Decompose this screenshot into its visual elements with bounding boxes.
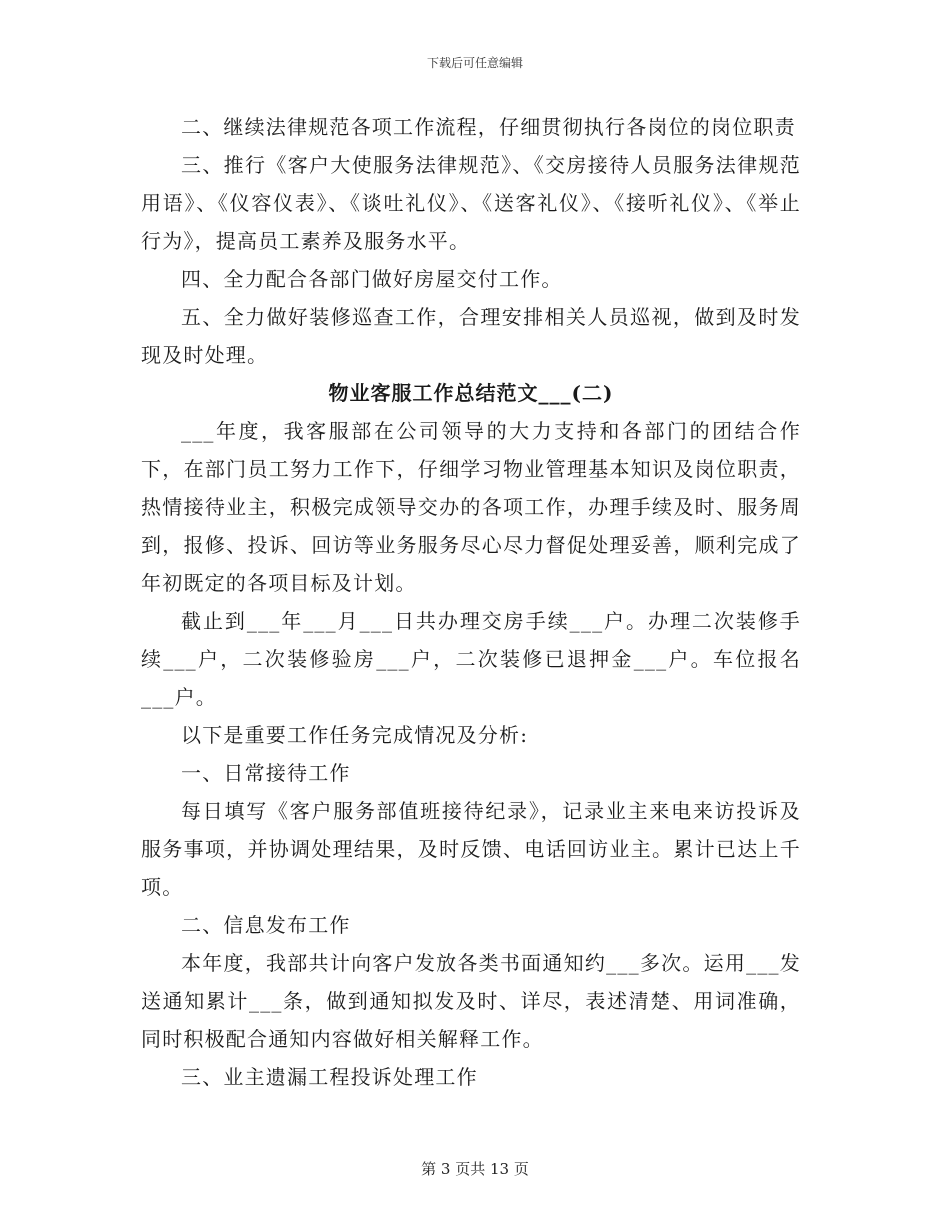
paragraph: 三、推行《客户大使服务法律规范》、《交房接待人员服务法律规范用语》、《仪容仪表》、《谈吐礼仪》、《送客礼仪》、《接听礼仪》、《举止行为》，提高员工素养及服务水平。 <box>141 153 801 253</box>
paragraph: 每日填写《客户服务部值班接待纪录》，记录业主来电来访投诉及服务事项，并协调处理结果，及时反馈、电话回访业主。累计已达上千项。 <box>141 799 801 899</box>
subheading: 三、业主遗漏工程投诉处理工作 <box>181 1065 478 1089</box>
paragraph: 以下是重要工作任务完成情况及分析: <box>181 723 529 747</box>
paragraph: 二、继续法律规范各项工作流程，仔细贯彻执行各岗位的岗位职责 <box>181 115 796 139</box>
paragraph: ___年度，我客服部在公司领导的大力支持和各部门的团结合作下，在部门员工努力工作下，仔细学习物业管理基本知识及岗位职责，热情接待业主，积极完成领导交办的各项工作，办理手续及时、服务周到，报修、投诉、回访等业务服务尽心尽力督促处理妥善，顺利完成了年初既定的各项目标及计划。 <box>141 419 801 595</box>
section-title: 物业客服工作总结范文___(二) <box>328 381 614 405</box>
paragraph: 本年度，我部共计向客户发放各类书面通知约___多次。运用___发送通知累计___条，做到通知拟发及时、详尽，表述清楚、用词准确，同时积极配合通知内容做好相关解释工作。 <box>141 951 801 1051</box>
paragraph: 四、全力配合各部门做好房屋交付工作。 <box>181 267 563 291</box>
page-footer: 第 3 页共 13 页 <box>421 1160 529 1178</box>
subheading: 二、信息发布工作 <box>181 913 351 937</box>
page-header: 下载后可任意编辑 <box>426 56 523 70</box>
document-body <box>141 108 801 1096</box>
paragraph: 截止到___年___月___日共办理交房手续___户。办理二次装修手续___户，二次装修验房___户，二次装修已退押金___户。车位报名___户。 <box>141 609 801 709</box>
subheading: 一、日常接待工作 <box>181 761 351 785</box>
paragraph: 五、全力做好装修巡查工作，合理安排相关人员巡视，做到及时发现及时处理。 <box>141 305 801 367</box>
